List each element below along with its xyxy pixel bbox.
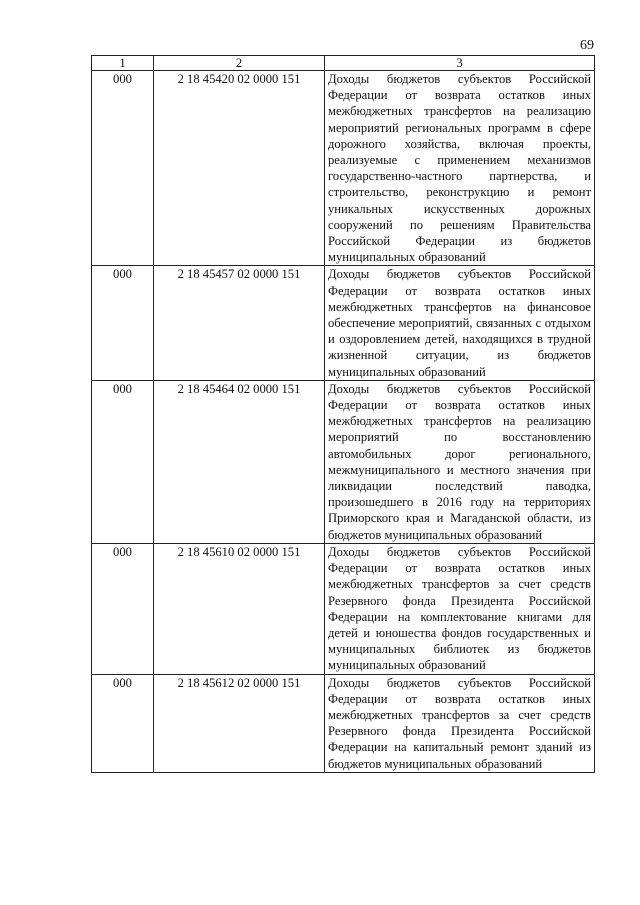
- page-number: 69: [580, 38, 594, 53]
- header-col-2: 2: [154, 56, 325, 71]
- admin-code-cell: 000: [92, 543, 154, 674]
- description-cell: Доходы бюджетов субъектов Российской Федерации от возврата остатков иных межбюджетных трансфертов на реализацию мероприятий региональных программ в сфере дорожного хозяйства, включая проекты, реализуемые с применением механизмов государственно-частного партнерства, и строительство, реконструкцию и ремонт уникальных искусственных дорожных сооружений по решениям Правительства Российской Федерации из бюджетов муниципальных образований: [325, 71, 595, 266]
- description-cell: Доходы бюджетов субъектов Российской Федерации от возврата остатков иных межбюджетных трансфертов на финансовое обеспечение мероприятий, связанных с отдыхом и оздоровлением детей, находящихся в трудной жизненной ситуации, из бюджетов муниципальных образований: [325, 266, 595, 380]
- table-body: [92, 71, 595, 773]
- budget-code-cell: 2 18 45457 02 0000 151: [154, 266, 325, 380]
- admin-code-cell: 000: [92, 71, 154, 266]
- budget-code-cell: 2 18 45612 02 0000 151: [154, 674, 325, 772]
- admin-code-cell: 000: [92, 380, 154, 543]
- description-cell: Доходы бюджетов субъектов Российской Федерации от возврата остатков иных межбюджетных трансфертов за счет средств Резервного фонда Президента Российской Федерации на комплектование книгами для детей и юношества фондов государственных и муниципальных библиотек из бюджетов муниципальных образований: [325, 543, 595, 674]
- budget-code-cell: 2 18 45464 02 0000 151: [154, 380, 325, 543]
- header-row: [92, 56, 595, 71]
- table-row: [92, 380, 595, 543]
- table-row: [92, 674, 595, 772]
- table-row: [92, 71, 595, 266]
- admin-code-cell: 000: [92, 674, 154, 772]
- header-col-3: 3: [325, 56, 595, 71]
- admin-code-cell: 000: [92, 266, 154, 380]
- budget-code-cell: 2 18 45610 02 0000 151: [154, 543, 325, 674]
- budget-code-cell: 2 18 45420 02 0000 151: [154, 71, 325, 266]
- table-row: [92, 543, 595, 674]
- header-col-1: 1: [92, 56, 154, 71]
- description-cell: Доходы бюджетов субъектов Российской Федерации от возврата остатков иных межбюджетных трансфертов за счет средств Резервного фонда Президента Российской Федерации на капитальный ремонт зданий из бюджетов муниципальных образований: [325, 674, 595, 772]
- description-cell: Доходы бюджетов субъектов Российской Федерации от возврата остатков иных межбюджетных трансфертов на реализацию мероприятий по восстановлению автомобильных дорог регионального, межмуниципального и местного значения при ликвидации последствий паводка, произошедшего в 2016 году на территориях Приморского края и Магаданской области, из бюджетов муниципальных образований: [325, 380, 595, 543]
- table-row: [92, 266, 595, 380]
- table-header: [92, 56, 595, 71]
- budget-revenue-table: [91, 55, 595, 773]
